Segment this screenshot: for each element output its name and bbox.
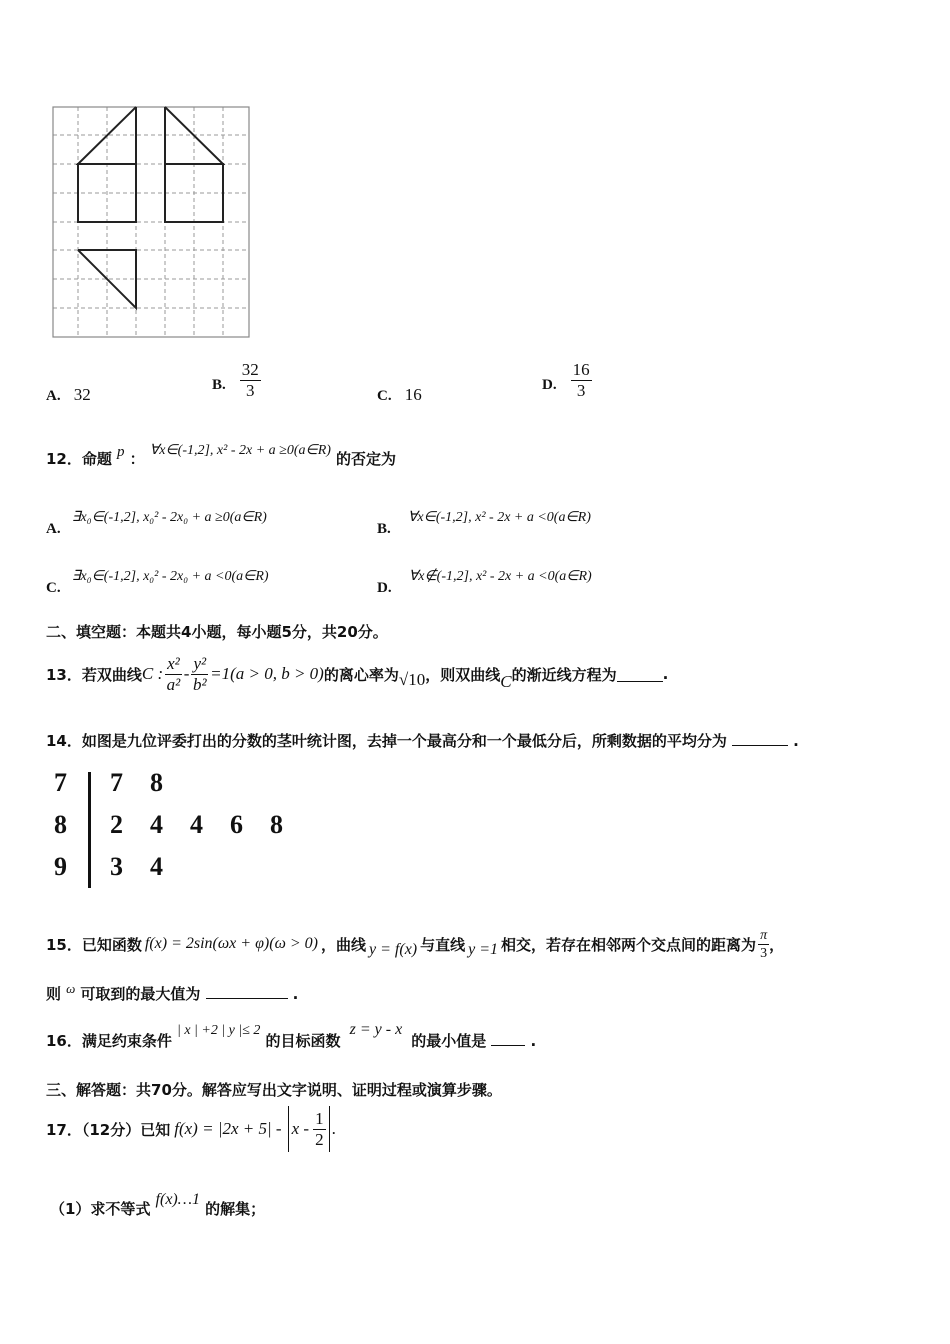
target-function: z = y - x	[349, 1021, 403, 1038]
stem: 8	[54, 810, 67, 839]
abs-value	[288, 1106, 330, 1152]
omega: ω	[66, 981, 76, 996]
q12-option-a[interactable]	[46, 506, 267, 537]
option-value: 32	[73, 385, 91, 404]
numerator: 1	[315, 1108, 324, 1128]
denominator: a²	[166, 674, 181, 694]
q16	[46, 1021, 537, 1051]
minus: -	[183, 664, 190, 683]
q12-suffix: 的否定为	[336, 450, 397, 468]
q15-mid: ，曲线	[321, 935, 367, 954]
period: .	[331, 1119, 336, 1138]
leaf: 4	[150, 852, 163, 881]
option-label: D.	[542, 377, 557, 393]
curve-c: C	[500, 672, 512, 691]
option-label: A.	[46, 521, 61, 537]
function-expr: f(x) = 2sin(ωx + φ)(ω > 0)	[144, 935, 318, 952]
option-text: ∀x∈(-1,2], x² - 2x + a <0(a∈R)	[407, 510, 591, 525]
period: .	[292, 985, 299, 1003]
curve-expr: y = f(x)	[369, 941, 418, 958]
part1-expr: f(x)…1	[155, 1191, 200, 1208]
option-label: C.	[46, 580, 61, 596]
q12-stem	[46, 443, 397, 469]
q16-suffix: 的最小值是	[411, 1032, 487, 1050]
leaf: 3	[110, 852, 123, 881]
q16-mid: 的目标函数	[265, 1032, 341, 1050]
stem-row-8	[54, 810, 314, 850]
q13-prefix: 13．若双曲线	[46, 665, 142, 684]
option-value: 16	[404, 385, 422, 404]
stem: 9	[54, 852, 67, 881]
fraction-x	[165, 654, 182, 695]
condition: =1(a > 0, b > 0)	[210, 664, 324, 683]
numerator: 32	[241, 360, 259, 379]
option-text: ∀x∉(-1,2], x² - 2x + a <0(a∈R)	[408, 569, 592, 584]
denominator: 3	[246, 381, 255, 400]
q13-mid: 的离心率为	[323, 665, 399, 684]
q11-option-b[interactable]	[212, 360, 261, 401]
proposition: ∀x∈(-1,2], x² - 2x + a ≥0(a∈R)	[149, 443, 331, 458]
leaf: 8	[270, 810, 283, 839]
q13-mid2: ，则双曲线	[425, 665, 501, 684]
q15-line2-prefix: 则	[46, 985, 62, 1003]
q14-text: 14．如图是九位评委打出的分数的茎叶统计图，去掉一个最高分和一个最低分后，所剩数据的平均分为	[46, 732, 727, 750]
stem-row-7	[54, 768, 314, 808]
option-label: C.	[377, 388, 392, 404]
option-label: D.	[377, 580, 392, 596]
stem: 7	[54, 768, 67, 797]
fraction	[313, 1109, 326, 1150]
stem-divider	[88, 772, 91, 888]
denominator: 3	[760, 945, 768, 961]
q11-option-c[interactable]	[377, 385, 422, 405]
q15-prefix: 15．已知函数	[46, 935, 142, 954]
three-view-figure	[50, 103, 255, 343]
q15-line-2	[46, 983, 298, 1004]
q16-prefix: 16．满足约束条件	[46, 1032, 172, 1050]
stem-row-9	[54, 852, 314, 892]
leaf: 7	[110, 768, 123, 797]
fraction	[571, 360, 592, 401]
q13-end: 的渐近线方程为	[511, 665, 617, 684]
curve-name: C :	[141, 664, 164, 683]
q17	[46, 1104, 336, 1154]
leaf: 8	[150, 768, 163, 797]
leaf: 6	[230, 810, 243, 839]
numerator: π	[760, 927, 768, 943]
answer-blank[interactable]	[732, 731, 788, 746]
fraction-y	[191, 654, 208, 695]
denominator: 2	[315, 1129, 324, 1149]
option-label: B.	[377, 521, 391, 537]
answer-blank[interactable]	[206, 984, 288, 999]
numerator: 16	[572, 360, 590, 379]
q17-part-1	[50, 1191, 266, 1219]
option-label: B.	[212, 377, 226, 393]
section-2-heading: 二、填空题：本题共4小题，每小题5分，共20分。	[46, 623, 388, 641]
abs-inner: x -	[291, 1119, 310, 1138]
fraction	[240, 360, 261, 401]
q11-option-d[interactable]	[542, 360, 592, 401]
q12-number: 12．命题	[46, 450, 112, 468]
fraction	[758, 927, 769, 962]
q13	[46, 648, 668, 700]
eccentricity: √10	[398, 670, 426, 689]
period: .	[530, 1032, 537, 1050]
q12-option-b[interactable]	[377, 506, 591, 537]
constraint: | x | +2 | y |≤ 2	[176, 1023, 261, 1038]
option-text: ∃x₀∈(-1,2], x₀² - 2x₀ + a ≥0(a∈R)	[71, 510, 267, 525]
period: .	[662, 665, 669, 683]
function-left: f(x) = |2x + 5| -	[174, 1119, 282, 1138]
numerator: y²	[193, 653, 207, 673]
section-3-heading: 三、解答题：共70分。解答应写出文字说明、证明过程或演算步骤。	[46, 1081, 502, 1099]
leaf: 2	[110, 810, 123, 839]
denominator: 3	[576, 381, 586, 400]
q12-option-d[interactable]	[377, 565, 592, 596]
q15-line2-suffix: 可取到的最大值为	[80, 985, 201, 1003]
part1-suffix: 的解集；	[205, 1200, 266, 1218]
q17-prefix: 17．（12分）已知	[46, 1120, 171, 1139]
leaf: 4	[150, 810, 163, 839]
comma: ，	[769, 935, 785, 954]
q11-option-a[interactable]	[46, 385, 91, 405]
q15-line-1	[46, 922, 784, 966]
q12-option-c[interactable]	[46, 565, 269, 596]
period: .	[793, 732, 799, 750]
leaf: 4	[190, 810, 203, 839]
denominator: b²	[192, 674, 207, 694]
line-expr: y =1	[468, 941, 499, 958]
q14	[46, 730, 799, 751]
q15-mid2: 与直线	[420, 935, 466, 954]
answer-blank[interactable]	[491, 1031, 525, 1046]
colon: ：	[129, 450, 145, 468]
answer-blank[interactable]	[617, 667, 663, 682]
option-text: ∃x₀∈(-1,2], x₀² - 2x₀ + a <0(a∈R)	[71, 569, 269, 584]
numerator: x²	[167, 653, 180, 673]
p-symbol: p	[116, 444, 125, 460]
option-label: A.	[46, 388, 61, 404]
q15-mid3: 相交，若存在相邻两个交点间的距离为	[501, 935, 757, 954]
part1-prefix: （1）求不等式	[50, 1200, 151, 1218]
